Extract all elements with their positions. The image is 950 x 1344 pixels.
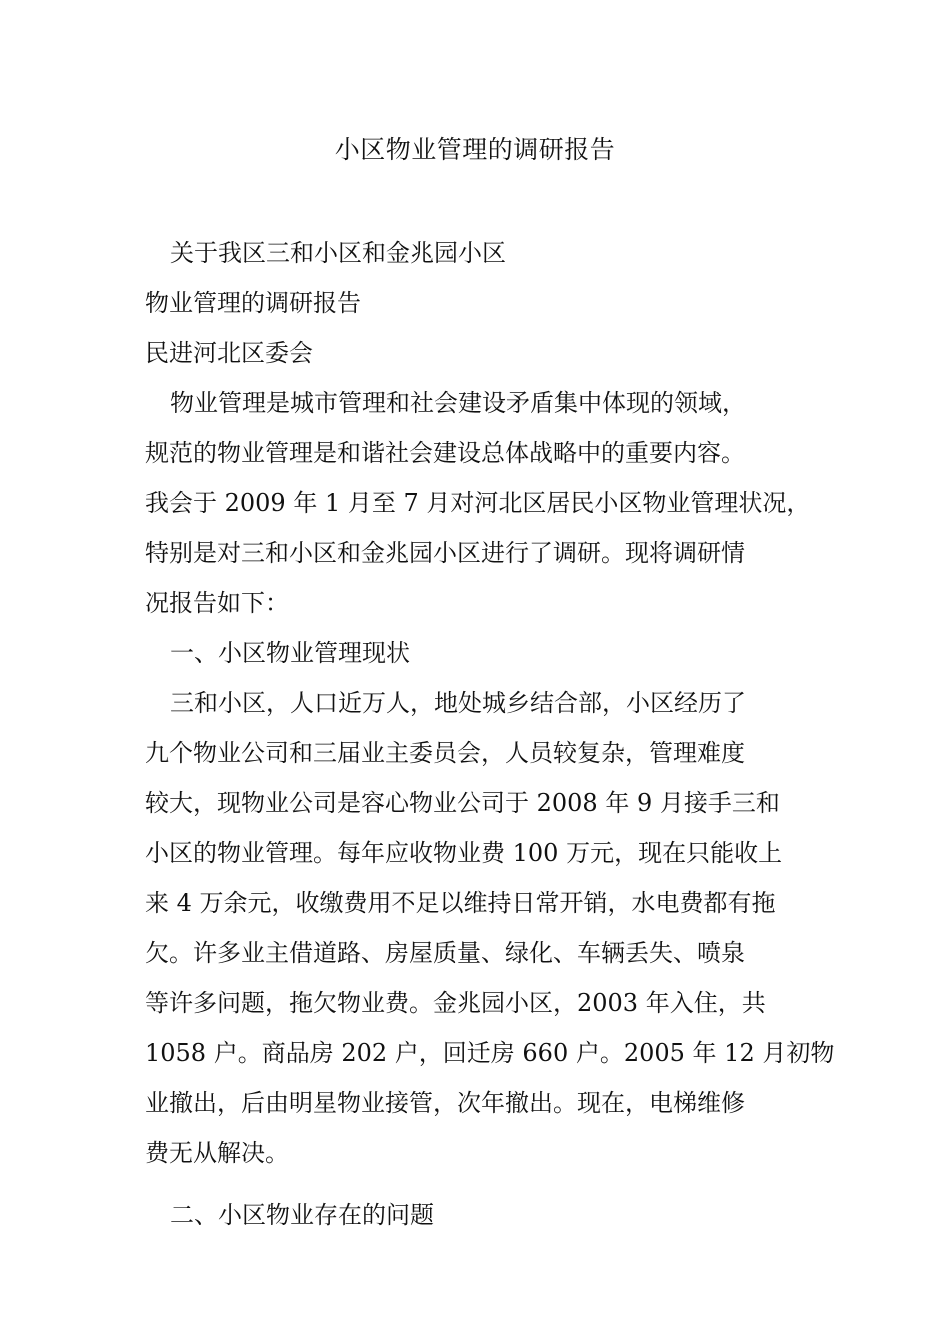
paragraph-line: 欠。许多业主借道路、房屋质量、绿化、车辆丢失、喷泉 xyxy=(145,939,745,967)
paragraph-line: 我会于 2009 年 1 月至 7 月对河北区居民小区物业管理状况， xyxy=(145,489,811,517)
paragraph-line: 较大，现物业公司是容心物业公司于 2008 年 9 月接手三和 xyxy=(145,789,780,817)
paragraph-line: 小区的物业管理。每年应收物业费 100 万元，现在只能收上 xyxy=(145,839,783,867)
paragraph-line: 况报告如下： xyxy=(145,589,289,617)
document-title: 小区物业管理的调研报告 xyxy=(334,135,616,164)
subtitle-line-2: 物业管理的调研报告 xyxy=(145,289,361,317)
paragraph-line: 费无从解决。 xyxy=(145,1139,289,1167)
paragraph-line: 1058 户。商品房 202 户，回迁房 660 户。2005 年 12 月初物 xyxy=(145,1039,835,1067)
author-line: 民进河北区委会 xyxy=(145,339,313,367)
paragraph-line: 等许多问题，拖欠物业费。金兆园小区，2003 年入住，共 xyxy=(145,989,766,1017)
paragraph-spacer xyxy=(145,1178,810,1190)
section-heading-1: 一、小区物业管理现状 xyxy=(170,639,410,667)
paragraph-line: 业撤出，后由明星物业接管，次年撤出。现在，电梯维修 xyxy=(145,1089,745,1117)
paragraph-line: 特别是对三和小区和金兆园小区进行了调研。现将调研情 xyxy=(145,539,745,567)
paragraph-line: 九个物业公司和三届业主委员会，人员较复杂，管理难度 xyxy=(145,739,745,767)
document-body xyxy=(145,228,835,1240)
paragraph-line: 规范的物业管理是和谐社会建设总体战略中的重要内容。 xyxy=(145,439,745,467)
paragraph-line: 三和小区，人口近万人，地处城乡结合部，小区经历了 xyxy=(170,689,746,717)
paragraph-line: 物业管理是城市管理和社会建设矛盾集中体现的领域， xyxy=(170,389,746,417)
paragraph-line: 来 4 万余元，收缴费用不足以维持日常开销，水电费都有拖 xyxy=(145,889,776,917)
subtitle-line-1: 关于我区三和小区和金兆园小区 xyxy=(170,239,506,267)
section-heading-2: 二、小区物业存在的问题 xyxy=(170,1201,434,1229)
